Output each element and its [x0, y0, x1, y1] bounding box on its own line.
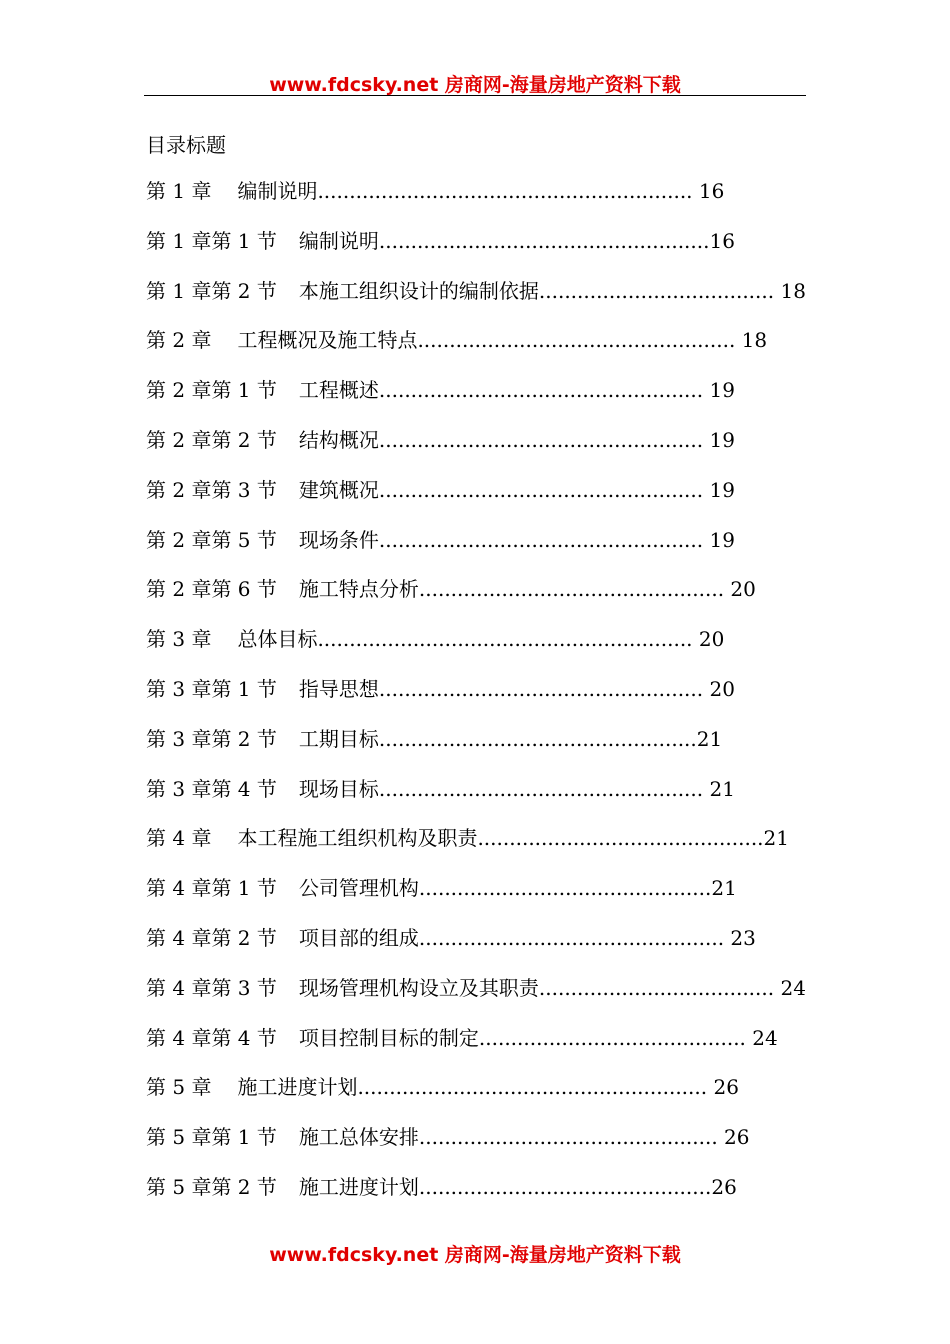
toc-entry-title: 工期目标	[298, 726, 379, 751]
toc-entry-leader: ...........................................................	[317, 179, 693, 203]
toc-entry-page: 21	[711, 876, 737, 901]
toc-entry-title: 工程概况及施工特点	[237, 328, 418, 353]
toc-entry-leader: ...................................................	[378, 427, 704, 452]
toc-entry-label: 第 4 章第 4 节	[146, 1025, 277, 1050]
toc-entry-leader: ...................................................	[378, 527, 704, 552]
toc-entry-leader: ..............................................	[418, 1174, 712, 1199]
toc-entry-page: 16	[709, 228, 735, 253]
toc-entry-label: 第 5 章第 2 节	[146, 1174, 277, 1199]
toc-entry-leader: ..............................................	[418, 876, 712, 901]
toc-entry-title: 项目控制目标的制定	[298, 1025, 479, 1050]
toc-entry-title: 施工总体安排	[298, 1125, 419, 1150]
toc-entry-leader: ..................................................	[378, 726, 697, 751]
toc-entry-title: 施工进度计划	[298, 1174, 419, 1199]
toc-entry-leader: ...................................................	[378, 477, 704, 502]
toc-entry-label: 第 3 章	[146, 627, 212, 652]
toc-entry-leader: ..........................................	[478, 1025, 746, 1050]
toc-entry	[146, 1023, 806, 1073]
toc-entry-label: 第 4 章第 2 节	[146, 925, 277, 950]
toc-entry-label: 第 4 章第 3 节	[146, 975, 277, 1000]
toc-entry	[146, 574, 806, 624]
toc-entry-label: 第 2 章第 2 节	[146, 427, 277, 452]
toc-entry-page: 19	[703, 477, 735, 502]
toc-entry-label: 第 3 章第 2 节	[146, 726, 277, 751]
toc-entry-label: 第 5 章	[146, 1075, 212, 1100]
header-watermark-text: www.fdcsky.net 房商网-海量房地产资料下载	[269, 74, 681, 96]
toc-entry-leader: ................................................	[418, 925, 725, 950]
toc-entry	[146, 823, 806, 873]
toc-entry-title: 现场管理机构设立及其职责	[298, 975, 539, 1000]
toc-entry-title: 项目部的组成	[298, 925, 419, 950]
toc-entry-page: 18	[735, 328, 768, 353]
toc-entry-title: 现场目标	[298, 776, 379, 801]
toc-entry-title: 本施工组织设计的编制依据	[298, 278, 539, 303]
toc-entry-page: 21	[696, 726, 723, 751]
toc-entry-page: 20	[692, 627, 725, 652]
toc-entry-title: 总体目标	[237, 627, 318, 652]
toc-entry-leader: ..................................................	[417, 328, 736, 353]
toc-entry-leader: .............................................	[477, 826, 764, 851]
toc-list	[146, 176, 806, 1222]
footer-watermark-text: www.fdcsky.net 房商网-海量房地产资料下载	[269, 1244, 681, 1266]
toc-entry-leader: ................................................	[418, 577, 725, 602]
toc-entry-label: 第 1 章	[146, 179, 212, 203]
toc-entry-label: 第 2 章第 5 节	[146, 527, 277, 552]
toc-entry-title: 编制说明	[237, 179, 318, 203]
toc-entry-title: 公司管理机构	[298, 876, 419, 901]
toc-entry-title: 结构概况	[298, 427, 379, 452]
toc-entry-title: 本工程施工组织机构及职责	[237, 826, 478, 851]
toc-entry	[146, 475, 806, 525]
toc-entry-label: 第 5 章第 1 节	[146, 1125, 277, 1150]
toc-entry-leader: ....................................................	[378, 228, 710, 253]
toc-entry-leader: .....................................	[538, 975, 775, 1000]
toc-entry-title: 现场条件	[298, 527, 379, 552]
toc-entry-leader: ...................................................	[378, 676, 704, 701]
toc-entry	[146, 724, 806, 774]
toc-entry-title: 工程概述	[298, 378, 379, 403]
toc-entry	[146, 425, 806, 475]
toc-entry-label: 第 2 章	[146, 328, 212, 353]
toc-entry	[146, 1072, 806, 1122]
toc-entry-leader: .......................................................	[357, 1075, 708, 1100]
header-divider	[144, 95, 806, 96]
toc-entry	[146, 1122, 806, 1172]
toc-title: 目录标题	[146, 133, 226, 157]
toc-entry-leader: ...................................................	[378, 776, 704, 801]
toc-entry-page: 21	[703, 776, 735, 801]
toc-entry	[146, 973, 806, 1023]
toc-entry	[146, 674, 806, 724]
toc-entry-page: 26	[711, 1174, 737, 1199]
toc-entry-page: 19	[703, 378, 735, 403]
toc-entry-page: 18	[774, 278, 806, 303]
toc-entry-label: 第 1 章第 2 节	[146, 278, 277, 303]
toc-entry	[146, 624, 806, 674]
toc-entry	[146, 226, 806, 276]
toc-entry-page: 19	[703, 527, 735, 552]
toc-entry-title: 编制说明	[298, 228, 379, 253]
toc-entry-leader: ...............................................	[418, 1125, 718, 1150]
toc-entry-page: 16	[692, 179, 725, 203]
toc-entry	[146, 325, 806, 375]
toc-entry-label: 第 4 章第 1 节	[146, 876, 277, 901]
toc-entry	[146, 375, 806, 425]
toc-entry-label: 第 2 章第 1 节	[146, 378, 277, 403]
toc-entry-leader: ...................................................	[378, 378, 704, 403]
toc-entry-page: 24	[745, 1025, 778, 1050]
toc-entry-title: 建筑概况	[298, 477, 379, 502]
toc-entry-page: 20	[724, 577, 756, 602]
toc-entry	[146, 1172, 806, 1222]
toc-entry-page: 21	[763, 826, 789, 851]
toc-entry	[146, 873, 806, 923]
toc-entry	[146, 923, 806, 973]
toc-entry-title: 施工进度计划	[237, 1075, 358, 1100]
toc-entry-label: 第 2 章第 3 节	[146, 477, 277, 502]
toc-entry-page: 24	[774, 975, 806, 1000]
toc-entry-label: 第 2 章第 6 节	[146, 577, 277, 602]
toc-entry-title: 指导思想	[298, 676, 379, 701]
toc-entry	[146, 525, 806, 575]
toc-entry-page: 20	[703, 676, 735, 701]
toc-entry	[146, 276, 806, 326]
toc-entry-page: 26	[717, 1125, 750, 1150]
toc-entry-leader: .....................................	[538, 278, 775, 303]
toc-entry	[146, 774, 806, 824]
toc-entry-label: 第 3 章第 1 节	[146, 676, 277, 701]
toc-entry-page: 26	[707, 1075, 739, 1100]
toc-entry-page: 23	[724, 925, 756, 950]
toc-entry-leader: ...........................................................	[317, 627, 693, 652]
toc-entry-label: 第 3 章第 4 节	[146, 776, 277, 801]
toc-entry-title: 施工特点分析	[298, 577, 419, 602]
toc-entry-label: 第 4 章	[146, 826, 212, 851]
toc-entry-page: 19	[703, 427, 735, 452]
toc-entry-label: 第 1 章第 1 节	[146, 228, 277, 253]
toc-entry	[146, 176, 806, 226]
